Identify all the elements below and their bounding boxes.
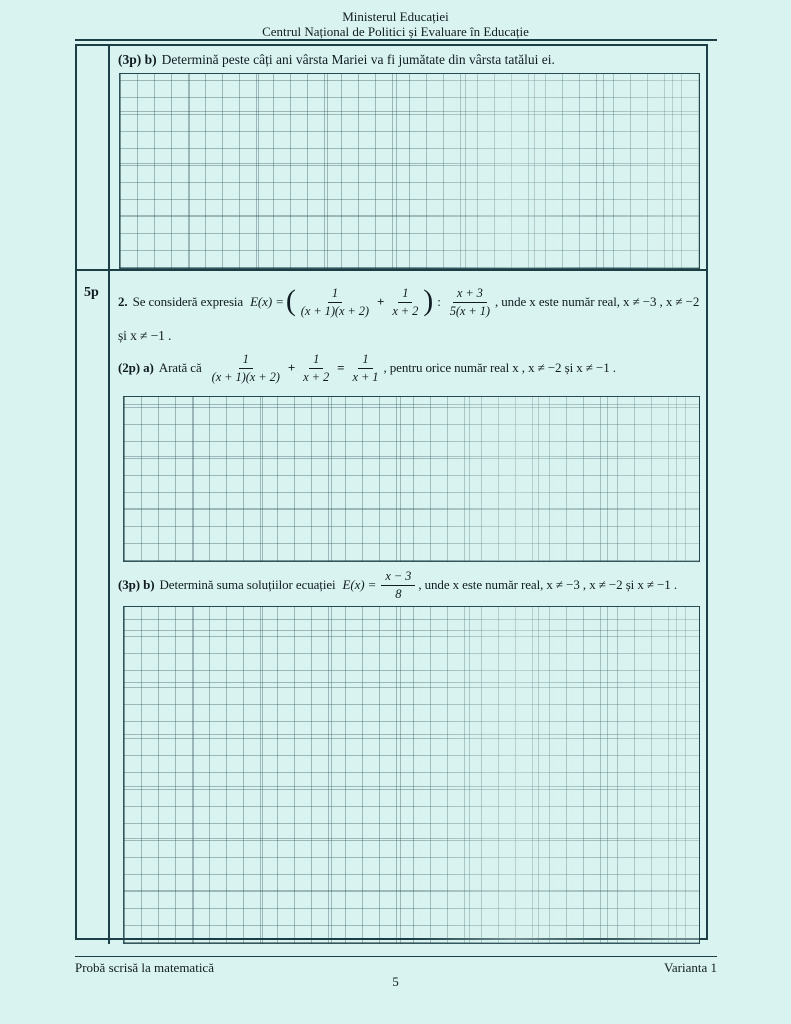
denominator: 8 [395, 586, 402, 601]
problem2-conditions: , unde x este număr real, x ≠ −3 , x ≠ −2 [494, 294, 700, 309]
problem2-continuation: și x ≠ −1 . [118, 328, 172, 343]
problem2a-label: (2p) a) [118, 360, 154, 375]
problem1b-cell [110, 46, 706, 269]
problem1b-text: Determină peste câți ani vârsta Mariei va fi jumătate din vârsta tatălui ei. [161, 52, 555, 67]
table-row-problem1b [77, 46, 706, 271]
header-rule [75, 39, 717, 41]
page-number: 5 [392, 974, 399, 989]
denominator: x + 1 [352, 369, 379, 384]
header-ministry: Ministerul Educației [342, 9, 449, 24]
fraction [448, 286, 492, 318]
footer-exam-title: Probă scrisă la matematică [75, 960, 214, 975]
problem2b-conditions: , unde x este număr real, x ≠ −3 , x ≠ −2 și x ≠ −1 . [418, 577, 678, 592]
plus-operator: + [287, 360, 296, 375]
fraction [210, 352, 282, 384]
footer-variant: Varianta 1 [663, 960, 717, 975]
fraction [301, 352, 331, 384]
score-cell-5p [77, 271, 110, 944]
score-cell-empty [77, 46, 110, 269]
problem2-number: 2. [118, 294, 128, 309]
numerator: x + 3 [453, 286, 487, 302]
fraction [350, 352, 380, 384]
problem2b-label: (3p) b) [118, 577, 155, 592]
problem1b-label: (3p) b) [118, 52, 157, 67]
answer-grid-1 [119, 73, 700, 269]
denominator: x + 2 [392, 303, 419, 318]
denominator: x + 2 [303, 369, 330, 384]
numerator: x − 3 [381, 569, 415, 585]
problem2-statement: 2. Se consideră expresia E(x) = ( $\frac{1}{(x + 1)(x + 2)}$ + $\frac{1}{x + 2}$ ) : $\frac{x + 3}{5(x + 1)}$ , unde x este număr real, x ≠ −3 , x ≠ −2 [118, 284, 700, 318]
denominator: (x + 1)(x + 2) [211, 369, 280, 384]
score-value: 5p [84, 285, 99, 300]
problem2-cell [110, 271, 706, 944]
answer-grid-2 [123, 396, 700, 562]
plus-operator: + [377, 294, 385, 309]
denominator: (x + 1)(x + 2) [300, 303, 369, 318]
fraction [390, 286, 420, 318]
numerator: 1 [358, 352, 372, 368]
fraction [299, 286, 371, 318]
fraction [381, 569, 415, 601]
problem2b-intro: Determină suma soluțiilor ecuației [159, 577, 336, 592]
expression-lhs: E(x) = [342, 577, 377, 592]
answer-table [75, 44, 708, 940]
table-row-problem2 [77, 271, 706, 944]
answer-grid-3 [123, 606, 700, 944]
page-header [0, 9, 791, 39]
expression-lhs: E(x) = [250, 294, 284, 309]
problem1b-statement [118, 51, 703, 68]
problem2a-intro: Arată că [158, 360, 202, 375]
problem2a-conditions: , pentru orice număr real x , x ≠ −2 și x ≠ −1 . [383, 360, 616, 375]
numerator: 1 [309, 352, 323, 368]
problem2b-statement [118, 566, 703, 604]
numerator: 1 [398, 286, 412, 302]
footer-rule [75, 956, 717, 957]
division-colon: : [437, 294, 441, 309]
numerator: 1 [239, 352, 253, 368]
denominator: 5(x + 1) [449, 303, 490, 318]
problem2-intro: Se consideră expresia [132, 294, 244, 309]
equals-operator: = [337, 360, 345, 375]
header-center: Centrul Național de Politici și Evaluare în Educație [262, 24, 529, 39]
problem2a-statement [118, 348, 703, 388]
numerator: 1 [328, 286, 342, 302]
